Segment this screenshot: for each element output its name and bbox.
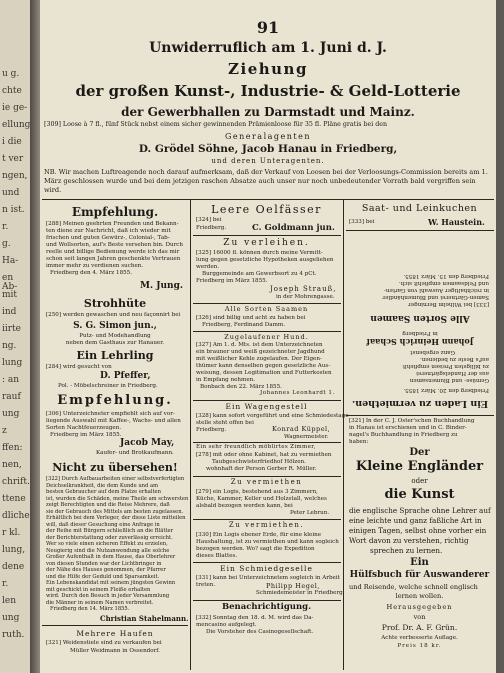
text-line: Friedberg den 15. März 1855. — [403, 273, 489, 279]
text-line: zeigt Berechtigten und die Reise Mehrere, daß — [46, 502, 170, 508]
text-line: von diesen Stunden war der Lichtbringer in — [46, 560, 162, 567]
text-line: [321] Weidenstiele sind zu verkaufen bei — [46, 640, 162, 646]
previous-page-fragment: i die — [2, 137, 22, 147]
text-line: die Männer in seinem Namen verbreitet. — [46, 599, 154, 606]
text-line: Großer Aufenthalt in dem Hause, das Oberlehrer — [46, 554, 176, 560]
text-line: [306] Unterzeichneter empfiehlt sich auf vor- — [46, 411, 175, 417]
haufen-title: Mehrere Haufen — [76, 629, 154, 638]
samen-title: Alle Sorten Saamen — [224, 305, 309, 313]
masthead-line4: der Gewerbhallen zu Darmstadt und Mainz. — [121, 105, 415, 119]
book-gutter — [30, 0, 40, 673]
text-line: [326] sind billig und acht zu haben bei — [196, 315, 306, 321]
strauss-signature: Joseph Strauß, — [270, 285, 337, 293]
page-number: 91 — [256, 18, 280, 37]
generalagenten-label: Generalagenten — [224, 132, 312, 141]
text-line: ten diene zur Nachricht, daß ich wieder mit — [46, 228, 171, 234]
text-line: in Empfang nehmen. — [196, 377, 256, 383]
strohhuete-signature: S. G. Simon jun., — [73, 321, 157, 331]
previous-page-fragment: dliche — [2, 511, 30, 521]
divider — [193, 600, 341, 601]
divider — [193, 400, 341, 401]
previous-page-fragment: r kl. — [2, 528, 21, 538]
lehrling-sub: Pol. - Möbelschreiner in Friedberg. — [58, 383, 158, 389]
zimmer-title: Ein sehr freundlich möblirtes Zimmer, — [196, 444, 316, 450]
text-line: Haushaltung, ist zu vermiethen und kann sogleich — [196, 539, 339, 545]
nb-notice: NB. Wir machen Luftreagende noch darauf aufmerksam, daß der Verkauf von Loosen bei der Verloosungs-Commission bereits am 1. März geschlossen wurde und bei dem jetzigen raschen Absatze auch unser nur noch unbedeutender Vorrath bald vergriffen sein wird. — [44, 168, 488, 194]
divider — [193, 442, 341, 443]
agents-line2: und deren Unteragenten. — [211, 157, 325, 165]
text-line: eine leichte und ganz faßliche Art in — [349, 516, 482, 525]
text-line: der Reihe mit Bürgern schließlich an die Blätter — [46, 528, 174, 534]
kunst-title: die Kunst — [384, 487, 455, 502]
saat-title: Saat- und Leinkuchen — [361, 203, 478, 214]
lehrling-signature: D. Pfeffer, — [100, 371, 151, 381]
previous-page-fragment: ellung — [2, 120, 31, 130]
previous-page-fragment: : an — [2, 375, 20, 385]
empfehlung2-title: Empfehlung. — [57, 393, 173, 408]
text-line: dieses Blattes. — [196, 553, 238, 559]
text-line: bezogen werden. Wo? sagt die Expedition — [196, 546, 315, 552]
divider — [193, 303, 341, 304]
text-line: Erhältlich bei dem Verleger, der diese Liste mitteilen — [46, 515, 186, 521]
leere-signature: C. Goldmann jun. — [252, 223, 335, 233]
previous-page-fragment: ttene — [2, 494, 26, 504]
previous-page-fragment: ng. — [2, 341, 17, 351]
text-line: stelle steht offen bei — [196, 420, 254, 426]
benach-title: Benachrichtigung. — [221, 602, 312, 612]
text-line: in Hanau ist erschienen und in C. Binder- — [349, 425, 467, 431]
wagen-signature: Konrad Küppel, — [272, 425, 331, 433]
previous-page-fragment: dene — [2, 562, 25, 572]
text-line: Friedberg im März 1855. — [50, 432, 122, 438]
zu-verleihen-title: Zu verleihen. — [223, 238, 310, 248]
text-line: Friedberg im März 1855. — [196, 278, 268, 284]
oder-label: oder — [411, 477, 428, 485]
lehrling-body: [284] wird gesucht von — [46, 364, 112, 370]
text-line: mencasino aufgelegt. — [196, 622, 257, 628]
text-line: Johann Heinrich Schaaf — [366, 337, 474, 347]
text-line: Friedberg den 14. März 1855. — [50, 606, 130, 612]
saat-line: [333] bei — [349, 219, 375, 225]
wagen-title: Ein Wagengestell — [225, 402, 308, 411]
text-line: [322] Durch Aufbauarbeiten einer selbstverfertigten — [46, 476, 185, 482]
text-line: weisung, dessen Legitimation und Futterkosten — [196, 370, 332, 376]
nicht-signature: Christian Stahelmann. — [100, 614, 189, 623]
text-line: Friedberg den 4. März 1855. — [50, 270, 133, 276]
text-line: alsbald bezogen werden kann, bei — [196, 503, 293, 509]
text-line: sie der Gebrauch des Mittels am besten zugelassen. — [46, 508, 184, 515]
zu-vermiethen-signature: Peter Lebrun. — [290, 510, 330, 516]
previous-page-fragment: z — [2, 426, 7, 436]
text-line: Wort davon zu verstehen, richtig — [349, 536, 469, 545]
divider — [193, 519, 341, 520]
previous-page-fragment: mit — [2, 290, 18, 300]
text-line: Bonbach den 22. März 1855. — [200, 384, 282, 390]
masthead-line1: Unwiderruflich am 1. Juni d. J. — [149, 40, 387, 56]
der-title: Der — [409, 447, 430, 458]
agents-line: D. Grödel Söhne, Jacob Hanau in Friedberg, — [138, 143, 398, 155]
text-line: [279] ein Logis, bestehend aus 3 Zimmern, — [196, 489, 318, 495]
divider — [42, 625, 188, 626]
von-label: von — [413, 613, 426, 621]
text-line: [328] kann sofort vorgeführt und eine Schmiedestage — [196, 413, 349, 419]
text-line: Taubgeschwisterfriedhof Hölzen. — [212, 459, 306, 465]
text-line: und Reisende, welche schnell englisch — [349, 583, 478, 591]
empfehlung2-signature: Jacob May, — [120, 438, 175, 448]
ein-label: Ein — [410, 557, 429, 568]
text-line: schon seit langen Jahren geschenkte Vertrauen — [46, 256, 181, 262]
text-line: lung gegen gesetzliche Hypotheken ausgeliehen — [196, 257, 334, 263]
inverted-subtitle: Alle Sorten Saamen — [370, 313, 470, 323]
text-line: thümer kann denselben gegen gesetzliche Aus- — [196, 363, 331, 369]
previous-page-fragment: ffen: — [2, 443, 23, 453]
schmiede-signature: Philipp Hegel, — [266, 582, 320, 590]
previous-page-fragment: r. — [2, 222, 9, 232]
text-line: [330] Ein Logis ebener Erde, für eine kleine — [196, 532, 322, 538]
buchhandlung-line: [321] In der C. J. Oster'schen Buchhandlung — [349, 418, 475, 424]
text-line: ist, wurden die Schäden, meine Theile am schwersten — [46, 495, 189, 502]
masthead-line5: [309] Loose à 7 fl., fünf Stück nebst einem sicher gewinnenden Prämienloose für 35 fl. Pläne gratis bei den — [44, 121, 388, 128]
text-line: Ganz ergebenst — [410, 349, 455, 355]
text-line: Deichselkrankheit, die dem Kunde und am — [46, 482, 158, 489]
text-line: mit geschickt in seinem Fleiße erhalten — [46, 586, 151, 593]
previous-page-fragment: nen, — [2, 460, 22, 470]
text-line: nagel's Buchhandlung in Friedberg zu — [349, 432, 458, 438]
divider — [346, 415, 494, 416]
text-line: liegende Auswahl mit Kaffee-, Wachs- und allen — [46, 418, 181, 424]
text-line: reelle und billige Bedienung werde ich das mir — [46, 249, 180, 255]
divider — [193, 235, 341, 236]
strauss-sub: in der Mohrengasse. — [276, 294, 335, 300]
inverted-title: Ein Laden zu vermiethen. — [351, 398, 489, 409]
text-line: wohnhaft der Person Gerber R. Müller. — [206, 466, 317, 472]
text-line: [327] Am 1. d. Mts. ist dem Unterzeichneten — [196, 342, 323, 348]
text-line: Friedberg den 20. März 1855. — [403, 387, 489, 393]
text-line: und Feldsaamen empfiehlt sich. — [398, 280, 489, 286]
text-line: Ein Lebenskandidat mit seinem jüngsten Gewinn — [46, 580, 176, 586]
text-line: aus der Handelsgärtnerei — [416, 370, 489, 376]
previous-page-fragment: u g. — [2, 69, 20, 79]
previous-page-fragment: iirte — [2, 324, 22, 334]
text-line: frischen und guten Gewürz-, Colonial-, Tab- — [46, 235, 170, 241]
text-line: in reichhaltiger Auswahl von Garten- — [383, 287, 489, 293]
masthead-line3: der großen Kunst-, Industrie- & Geld-Lotterie — [75, 82, 461, 100]
leere-line: [324] bei — [196, 217, 222, 223]
empfehlung-title: Empfehlung. — [71, 205, 159, 219]
inverted-advertisement — [345, 232, 495, 412]
herausgegeben-label: Herausgegeben — [386, 603, 453, 611]
previous-page-fragment: ung — [2, 409, 20, 419]
text-line: [332] Sonntag den 18. d. M. wird das Da- — [196, 615, 314, 621]
text-line: [333] bei Wilhelm Berninger — [408, 301, 489, 307]
text-line: [278] mit oder ohne Kabinet, hat zu vermiethen — [196, 452, 332, 458]
hilfsbuch-title: Hülfsbuch für Auswanderer — [349, 570, 490, 580]
text-line: treten. — [196, 582, 216, 588]
previous-page-fragment: chte — [2, 86, 22, 96]
previous-page-fragment: ind — [2, 307, 17, 317]
text-line: einigen Tagen, selbst ohne vorher ein — [349, 526, 487, 535]
empfehlung-signature: M. Jung. — [140, 281, 184, 291]
text-line: Burggemeinde am Gewerbsort zu 4 pCt. — [202, 271, 317, 277]
text-line: Samen-Gärtnerei und Blumenhändler — [382, 294, 489, 300]
text-line: sprechen zu lernen. — [370, 546, 443, 555]
previous-page-fragment: Ha- — [2, 256, 19, 266]
text-line: die englische Sprache ohne Lehrer auf — [349, 506, 491, 515]
text-line: besten Gebraucher auf dem Platze erhalten — [46, 489, 161, 495]
previous-page-fragment: und — [2, 188, 20, 198]
previous-page-fragment: ung — [2, 613, 20, 623]
previous-page-fragment: rauf — [2, 392, 21, 402]
divider — [42, 199, 494, 200]
price-line: Preis 18 kr. — [397, 643, 442, 649]
previous-page-fragment: ngen, — [2, 171, 28, 181]
previous-page-fragment: ruth. — [2, 630, 25, 640]
previous-page-fragment: n ist. — [2, 205, 25, 215]
strohhuete-place: neben dem Gasthaus zur Hanauer. — [65, 340, 165, 346]
previous-page-fragment: t ver — [2, 154, 24, 164]
text-line: wird. Durch den Besuch in jeder Versammlung — [46, 593, 170, 599]
strohhuete-body: [250] werden gewaschen und neu façonnirt bei — [46, 312, 181, 318]
empfehlung2-sub: Kaufer- und Brotkaufmann. — [96, 450, 174, 456]
text-line: der Berichterstattung oder zuverlässig erreicht. — [46, 534, 173, 541]
zugelaufen-title: Zugelaufener Hund. — [224, 333, 309, 341]
text-line: Die Vorsteher des Casinogesellschaft. — [206, 629, 314, 635]
text-line: und die Hilfe der Geduld und Sparsamkeit. — [46, 573, 160, 580]
newspaper-page — [40, 0, 496, 673]
divider — [193, 562, 341, 563]
kleine-englaender-title: Kleine Engländer — [355, 459, 484, 474]
previous-page-fragment: ie ge- — [2, 103, 28, 113]
schmiede-title: Ein Schmiedgeselle — [220, 564, 313, 573]
divider — [193, 331, 341, 332]
author-line: Prof. Dr. A. F. Grün. — [381, 623, 458, 632]
zugelaufen-signature: Johannes Leonhardt 1. — [260, 390, 335, 396]
text-line: [325] 16000 fl. können durch meine Vermitt- — [196, 250, 323, 256]
text-line: Neugierig sind die Nutzanwendung alle solche — [46, 547, 170, 554]
text-line: zu billigsten Preisen empfiehlt — [402, 363, 489, 369]
text-line: Küche, Kammer, Keller und Holzstall, welches — [196, 496, 327, 502]
text-line: immer mehr zu verdienen suchen. — [46, 263, 144, 269]
text-line: Gemüse- und Blumensamen — [409, 377, 489, 383]
previous-page-fragment: lung — [2, 358, 23, 368]
text-line: will, daß dieser Gesuchung eine Anfrage in — [46, 521, 160, 528]
text-line: Friedberg, Ferdinand Damm. — [202, 322, 285, 328]
divider — [193, 476, 341, 477]
previous-page-fragment: lung, — [2, 545, 26, 555]
strohhuete-title: Strohhüte — [83, 297, 147, 310]
saat-signature: W. Haustein. — [428, 217, 485, 227]
wagen-sub: Wagnermeister. — [284, 434, 329, 440]
edition-line: Achte verbesserte Auflage. — [381, 635, 458, 641]
text-line: lernen wollen. — [395, 592, 444, 600]
text-line: haben: — [349, 439, 369, 445]
text-line: [331] kann bei Unterzeichnetem sogleich in Arbeit — [196, 575, 340, 581]
previous-page-fragment: g. — [2, 239, 11, 249]
previous-page-fragment: chrift. — [2, 477, 30, 487]
text-line: und Wollsorten, auf's Beste versehen bin. Durch — [46, 242, 183, 248]
leere-title: Leere Oelfässer — [211, 203, 322, 216]
schmiede-sub: Schmiedemeister in Friedberg. — [256, 590, 345, 596]
strohhuete-sub: Putz- und Modehandlung — [79, 333, 151, 339]
page-edge — [496, 0, 504, 673]
zu-vermiethen-title: Zu vermiethen — [230, 478, 303, 486]
text-line: der Nähe des Hauses genommen, der Pfarrer — [46, 567, 166, 573]
lehrling-title: Ein Lehrling — [76, 349, 154, 362]
text-line: in Friedberg — [402, 330, 438, 336]
nicht-title: Nicht zu übersehen! — [52, 461, 178, 474]
text-line: mit weißlicher Kehle zugelaufen. Der Eigen- — [196, 356, 322, 362]
text-line: werden. — [196, 264, 220, 270]
text-line: Sorten Nachtfeuerzeugen. — [46, 425, 122, 431]
leere-place: Friedberg. — [196, 225, 227, 231]
zu-vermiethen2-title: Zu vermiethen. — [228, 521, 305, 529]
column-divider — [190, 200, 191, 670]
text-line: [288] Meinen geehrten Freunden und Bekann- — [46, 221, 179, 227]
text-line: Müller Weidmann in Ossendorf. — [70, 648, 160, 654]
text-line: ein brauner und weiß gezeichneter Jagdhund — [196, 349, 325, 355]
previous-page-edge — [0, 0, 31, 673]
text-line: Wer so viele einen sicheren Effekt zu erzielen, — [46, 541, 168, 547]
text-line: Friedberg. — [196, 427, 227, 433]
text-line: auf's Beste zu bedienen. — [419, 356, 489, 362]
masthead-line2: Ziehung — [228, 60, 308, 78]
previous-page-fragment: en Ab- — [2, 273, 18, 292]
previous-page-fragment: r. — [2, 579, 9, 589]
divider — [346, 230, 494, 231]
previous-page-fragment: len — [2, 596, 17, 606]
